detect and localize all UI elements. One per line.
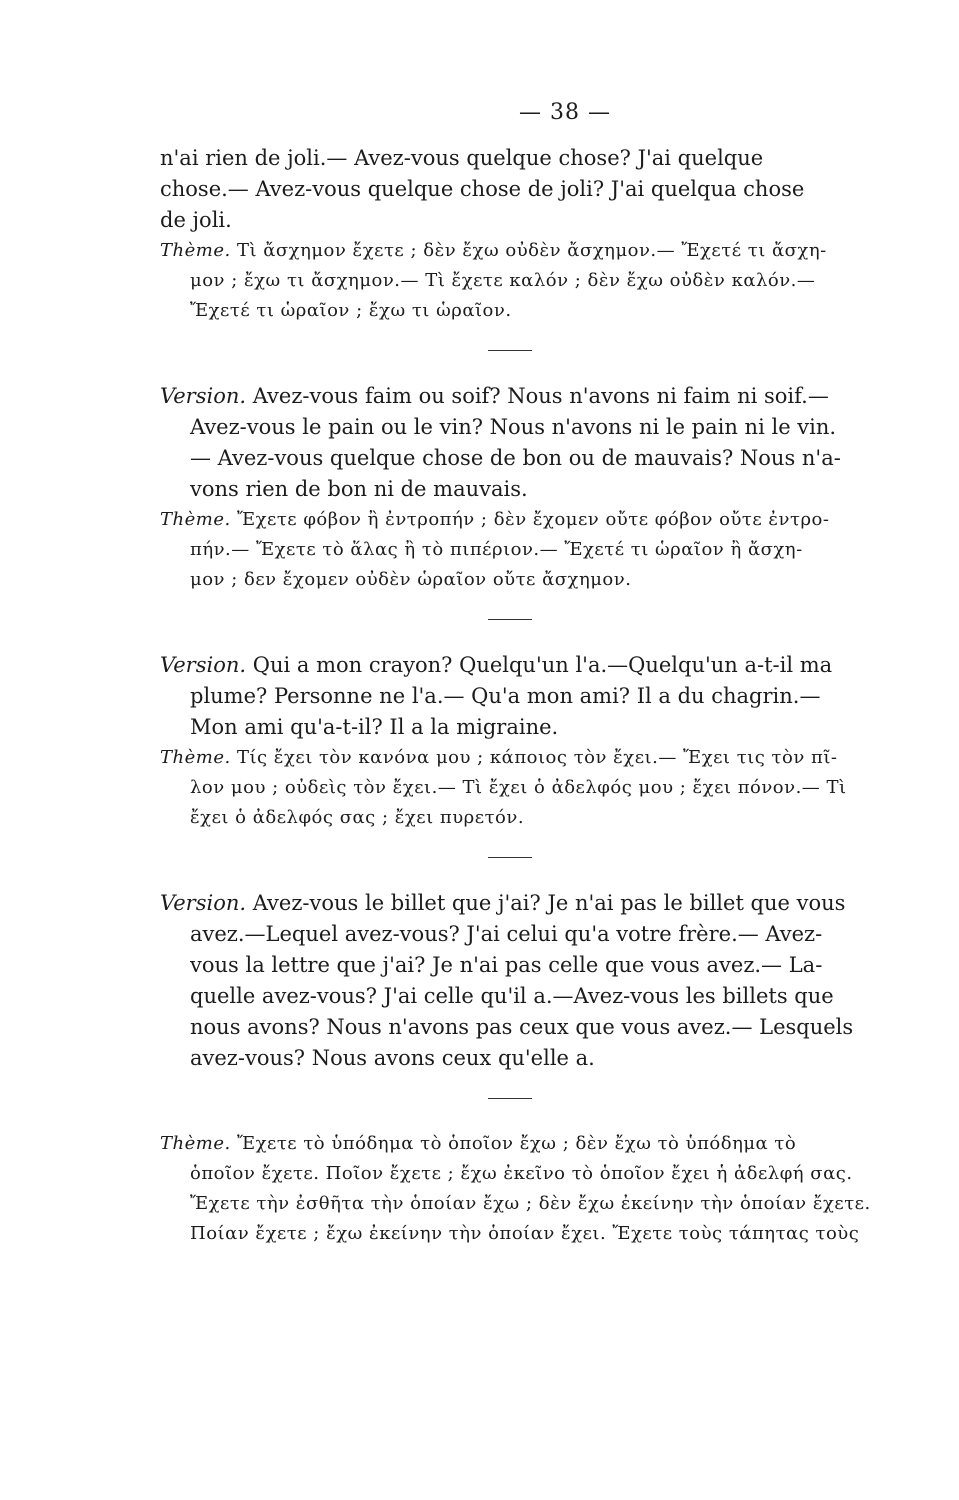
text-line: — Avez-vous quelque chose de bon ou de mauvais? Nous n'a- [190,446,841,470]
text-line: Mon ami qu'a-t-il? Il a la migraine. [190,715,559,739]
section-label: Thème. [160,747,231,768]
text-line [160,505,880,535]
text-segment: Avez-vous le billet que j'ai? Je n'ai pas le billet que vous [252,891,846,915]
greek-theme-paragraph [160,743,880,833]
text-line [160,650,880,681]
text-segment: Qui a mon crayon? Quelqu'un l'a.—Quelqu'un a-t-il ma [252,653,833,677]
text-line: Ἔχετέ τι ὡραῖον ; ἔχω τι ὡραῖον. [190,300,512,321]
page-number: — 38 — [519,100,611,125]
french-version-paragraph [160,888,880,1074]
text-line: avez-vous? Nous avons ceux qu'elle a. [190,1046,595,1070]
text-segment: Ἔχετε τὸ ὑπόδημα τὸ ὁποῖον ἔχω ; δὲν ἔχω τὸ ὑπόδημα τὸ [236,1133,797,1154]
greek-theme-paragraph [160,505,880,595]
text-line [160,381,880,412]
section-divider [488,857,532,858]
french-version-paragraph [160,650,880,743]
text-line: vons rien de bon ni de mauvais. [190,477,528,501]
text-line: ἔχει ὁ ἀδελφός σας ; ἔχει πυρετόν. [190,807,525,828]
text-line [160,1129,880,1159]
french-paragraph [160,143,880,236]
section-label: Version. [160,891,247,915]
text-line: λον μου ; οὐδεὶς τὸν ἔχει.— Τὶ ἔχει ὁ ἀδελφός μου ; ἔχει πόνον.— Τὶ [190,777,847,798]
text-line: ὁποῖον ἔχετε. Ποῖον ἔχετε ; ἔχω ἐκεῖνο τὸ ὁποῖον ἔχει ἡ ἀδελφή σας. [190,1163,853,1184]
section-label: Version. [160,653,247,677]
text-line: Avez-vous le pain ou le vin? Nous n'avons ni le pain ni le vin. [190,415,837,439]
section-label: Thème. [160,509,231,530]
section-divider [488,1098,532,1099]
greek-theme-paragraph [160,236,880,326]
text-line: n'ai rien de joli.— Avez-vous quelque chose? J'ai quelque [160,146,764,170]
text-segment: Avez-vous faim ou soif? Nous n'avons ni faim ni soif.— [252,384,829,408]
section-divider [488,350,532,351]
text-line: avez.—Lequel avez-vous? J'ai celui qu'a votre frère.— Avez- [190,922,823,946]
french-version-paragraph [160,381,880,505]
text-line: Ποίαν ἔχετε ; ἔχω ἐκείνην τὴν ὁποίαν ἔχει. Ἔχετε τοὺς τάπητας τοὺς [190,1223,860,1244]
text-line [160,236,880,266]
section-label: Thème. [160,240,231,261]
text-line: πήν.— Ἔχετε τὸ ἅλας ἢ τὸ πιπέριον.— Ἔχετέ τι ὡραῖον ἢ ἄσχη- [190,539,803,560]
text-segment: Τὶ ἄσχημον ἔχετε ; δὲν ἔχω οὐδὲν ἄσχημον.— Ἔχετέ τι ἄσχη- [236,240,827,261]
text-segment: Ἔχετε φόβον ἢ ἐντροπήν ; δὲν ἔχομεν οὔτε φόβον οὔτε ἐντρο- [236,509,830,530]
text-line: μον ; ἔχω τι ἄσχημον.— Τὶ ἔχετε καλόν ; δὲν ἔχω οὐδὲν καλόν.— [190,270,816,291]
text-line: μον ; δεν ἔχομεν οὐδὲν ὡραῖον οὔτε ἄσχημον. [190,569,632,590]
text-segment: Τίς ἔχει τὸν κανόνα μου ; κάποιος τὸν ἔχει.— Ἔχει τις τὸν πῖ- [236,747,838,768]
text-line [160,743,880,773]
section-label: Thème. [160,1133,231,1154]
text-line: plume? Personne ne l'a.— Qu'a mon ami? Il a du chagrin.— [190,684,821,708]
greek-theme-paragraph [160,1129,880,1249]
text-line: chose.— Avez-vous quelque chose de joli? J'ai quelqua chose [160,177,805,201]
text-line: de joli. [160,208,232,232]
page [160,100,880,1249]
section-label: Version. [160,384,247,408]
text-line: Ἔχετε τὴν ἐσθῆτα τὴν ὁποίαν ἔχω ; δὲν ἔχω ἐκείνην τὴν ὁποίαν ἔχετε. [190,1193,871,1214]
text-line: nous avons? Nous n'avons pas ceux que vous avez.— Lesquels [190,1015,854,1039]
text-line [160,888,880,919]
text-line: vous la lettre que j'ai? Je n'ai pas celle que vous avez.— La- [190,953,823,977]
text-line: quelle avez-vous? J'ai celle qu'il a.—Avez-vous les billets que [190,984,834,1008]
section-divider [488,619,532,620]
